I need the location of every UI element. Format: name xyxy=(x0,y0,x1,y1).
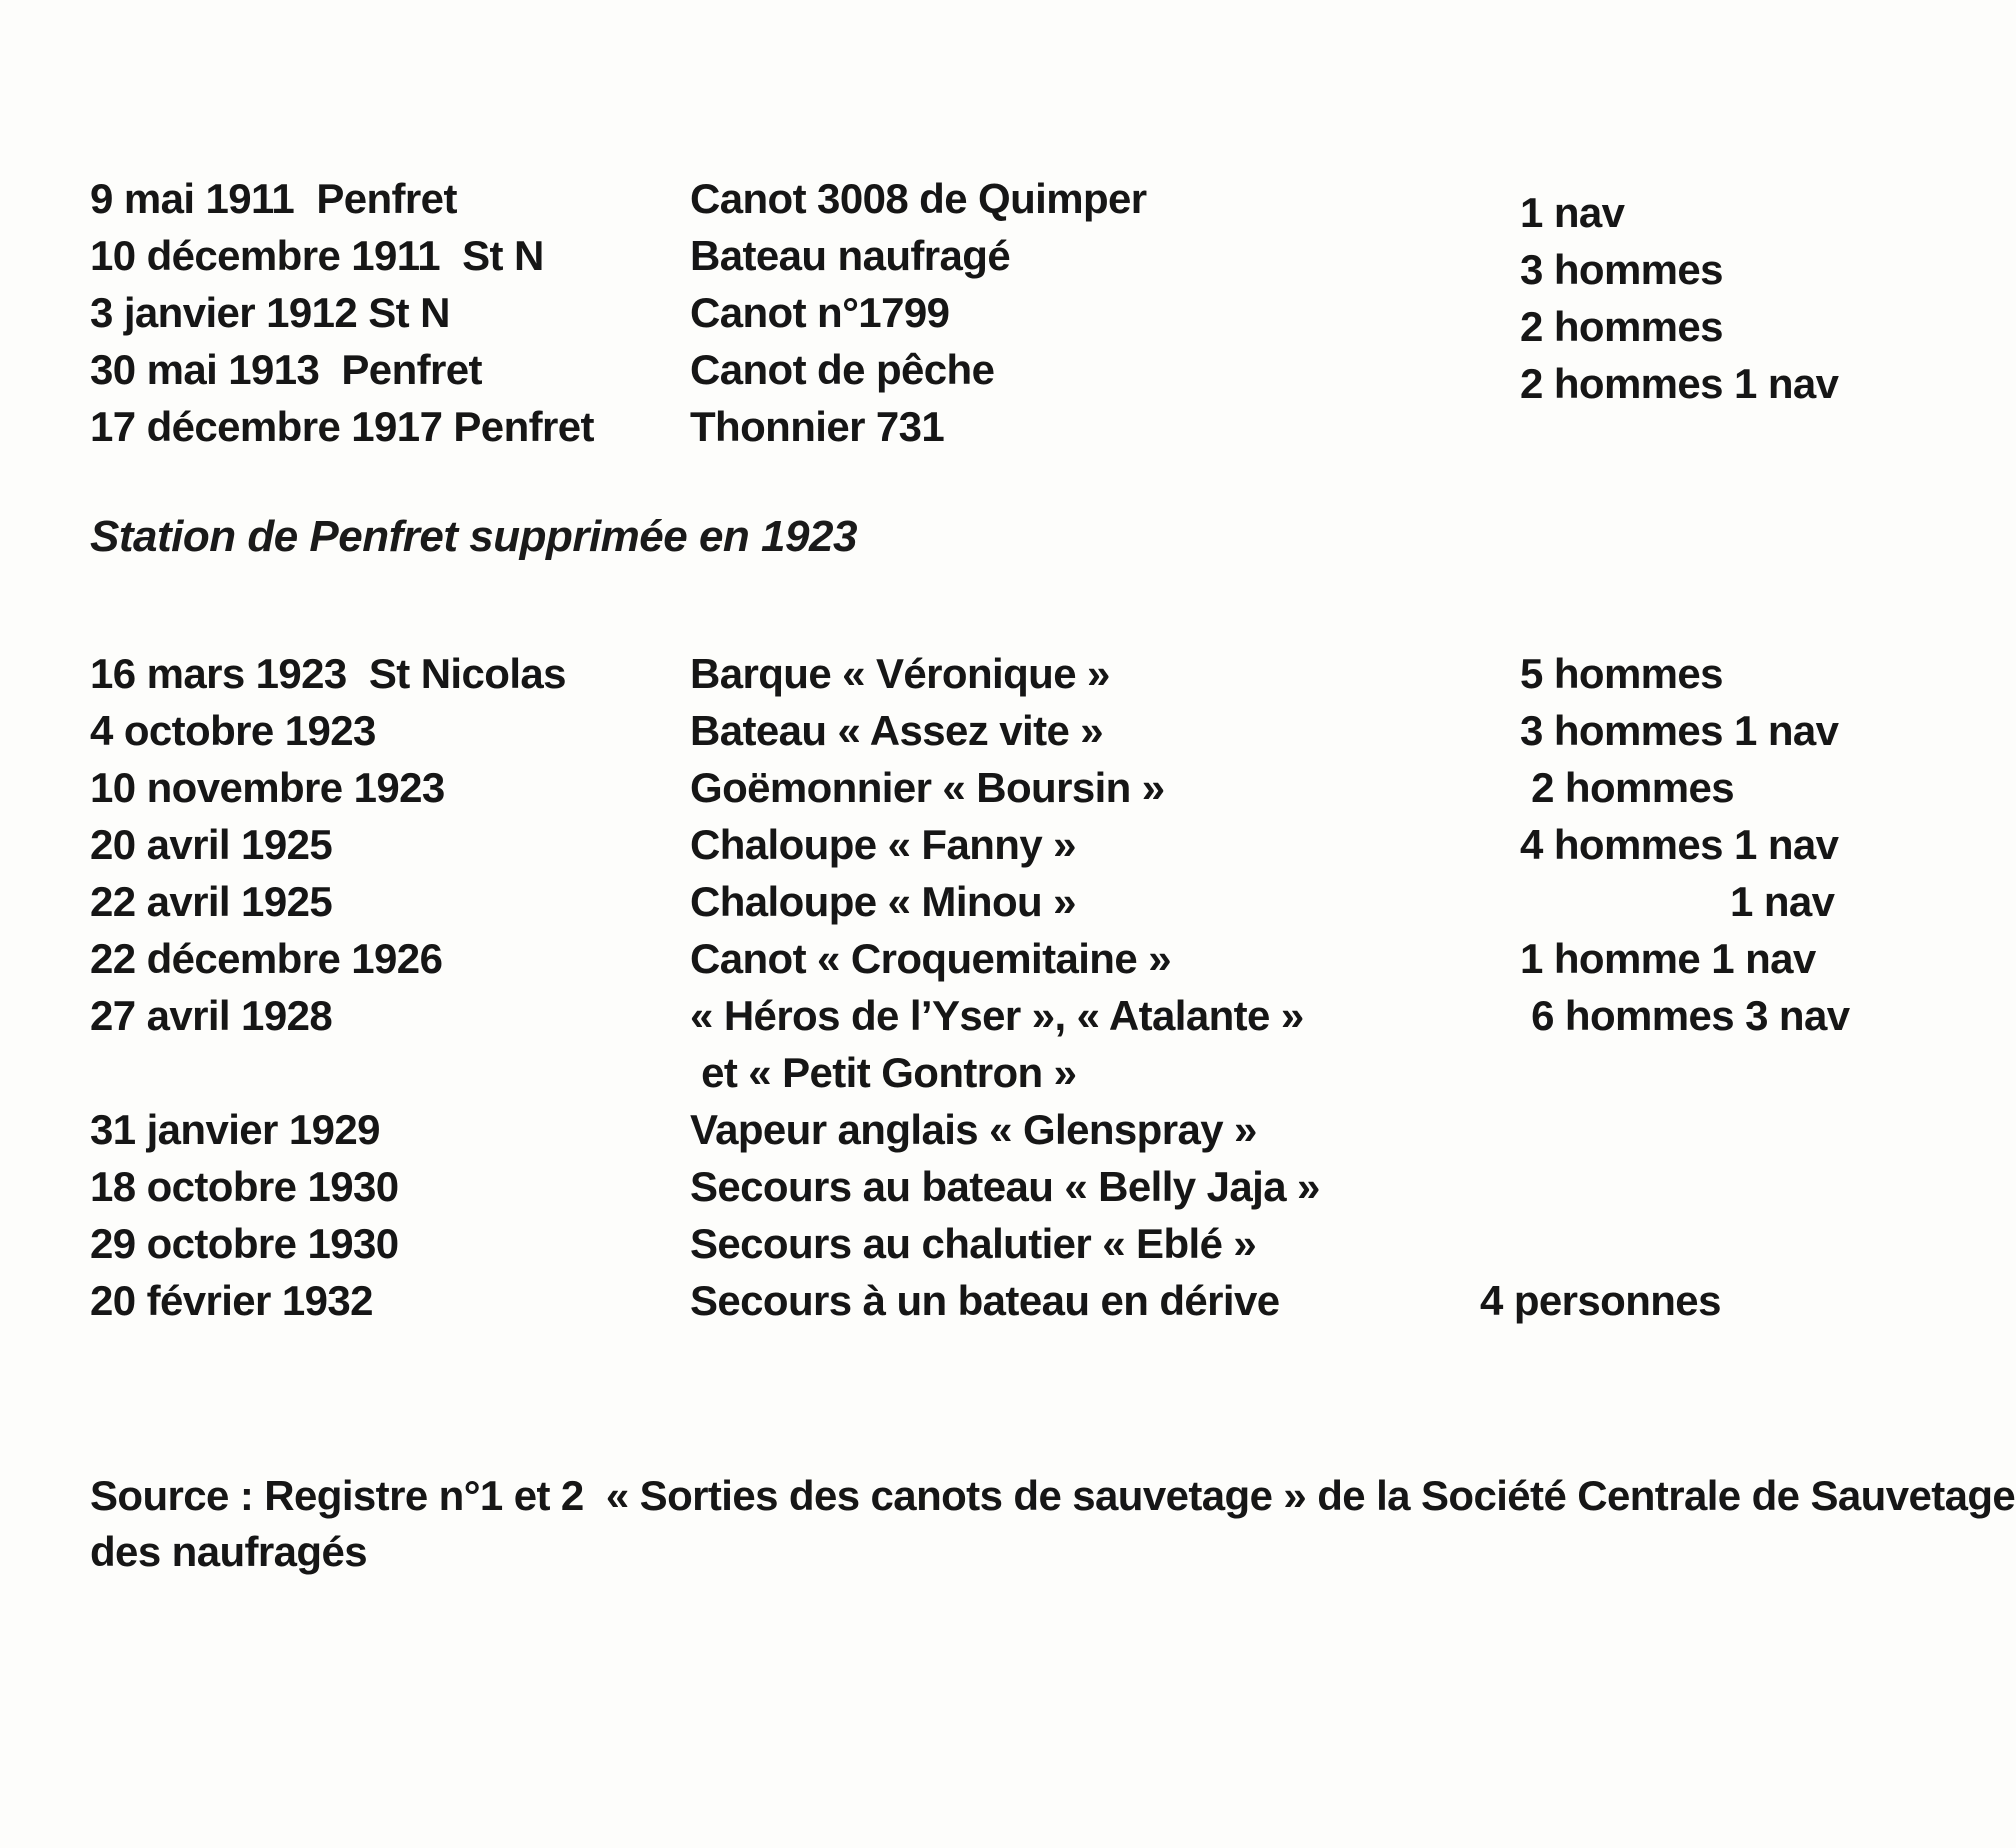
log-date: 20 avril 1925 xyxy=(90,821,333,868)
log-vessel: Canot « Croquemitaine » xyxy=(690,935,1171,982)
log-row xyxy=(90,1101,1986,1158)
log-date: 31 janvier 1929 xyxy=(90,1106,380,1153)
log-rescued: 3 hommes xyxy=(1520,246,1723,293)
log-vessel: Canot 3008 de Quimper xyxy=(690,175,1147,222)
log-vessel: Secours au chalutier « Eblé » xyxy=(690,1220,1257,1267)
log-row xyxy=(90,702,1986,759)
log-rescued: 2 hommes 1 nav xyxy=(1520,360,1839,407)
log-row xyxy=(90,1158,1986,1215)
rescue-log-block-1911-1917 xyxy=(90,170,1986,455)
log-row xyxy=(90,816,1986,873)
log-date: 18 octobre 1930 xyxy=(90,1163,399,1210)
log-date: 10 novembre 1923 xyxy=(90,764,445,811)
log-rescued: 6 hommes 3 nav xyxy=(1520,992,1850,1039)
log-rescued: 4 hommes 1 nav xyxy=(1520,821,1839,868)
log-row xyxy=(90,1215,1986,1272)
log-rescued: 5 hommes xyxy=(1520,650,1723,697)
log-date: 27 avril 1928 xyxy=(90,992,333,1039)
log-row xyxy=(90,873,1986,930)
log-date: 22 décembre 1926 xyxy=(90,935,443,982)
log-rescued: 2 hommes xyxy=(1520,764,1735,811)
log-rescued: 1 nav xyxy=(1520,189,1625,236)
log-vessel: Vapeur anglais « Glenspray » xyxy=(690,1106,1257,1153)
section-note: Station de Penfret supprimée en 1923 xyxy=(90,512,857,561)
log-row xyxy=(90,930,1986,987)
log-row xyxy=(90,987,1986,1044)
log-row xyxy=(90,1044,1986,1101)
log-row xyxy=(90,398,1986,455)
log-row xyxy=(90,284,1986,350)
log-date: 20 février 1932 xyxy=(90,1277,373,1324)
log-vessel: Barque « Véronique » xyxy=(690,650,1110,697)
log-vessel: Thonnier 731 xyxy=(690,403,945,450)
log-date: 17 décembre 1917 Penfret xyxy=(90,403,594,450)
log-vessel: Canot n°1799 xyxy=(690,289,950,336)
log-date: 3 janvier 1912 St N xyxy=(90,289,450,336)
rescue-log-block-1923-1932 xyxy=(90,645,1986,1329)
log-row xyxy=(90,341,1986,407)
log-rescued: 1 nav xyxy=(1730,878,1835,925)
log-row xyxy=(90,645,1986,702)
log-rescued: 4 personnes xyxy=(1480,1277,1721,1324)
log-date: 4 octobre 1923 xyxy=(90,707,376,754)
log-date: 10 décembre 1911 St N xyxy=(90,232,544,279)
log-date: 30 mai 1913 Penfret xyxy=(90,346,482,393)
log-rescued: 3 hommes 1 nav xyxy=(1520,707,1839,754)
log-rescued: 2 hommes xyxy=(1520,303,1723,350)
log-vessel: « Héros de l’Yser », « Atalante » xyxy=(690,992,1304,1039)
log-vessel: Chaloupe « Fanny » xyxy=(690,821,1076,868)
log-date: 16 mars 1923 St Nicolas xyxy=(90,650,566,697)
log-row xyxy=(90,170,1986,236)
log-row xyxy=(90,1272,1986,1329)
source-note xyxy=(90,1468,2016,1580)
log-vessel: Bateau naufragé xyxy=(690,232,1011,279)
log-date: 29 octobre 1930 xyxy=(90,1220,399,1267)
log-vessel: Goëmonnier « Boursin » xyxy=(690,764,1165,811)
log-vessel: Secours à un bateau en dérive xyxy=(690,1277,1280,1324)
log-row xyxy=(90,227,1986,293)
log-vessel: Canot de pêche xyxy=(690,346,995,393)
log-row xyxy=(90,759,1986,816)
log-vessel: Secours au bateau « Belly Jaja » xyxy=(690,1163,1320,1210)
log-vessel: et « Petit Gontron » xyxy=(690,1049,1077,1096)
log-date: 22 avril 1925 xyxy=(90,878,333,925)
source-line-1: Source : Registre n°1 et 2 « Sorties des canots de sauvetage » de la Société Centrale de Sauvetage xyxy=(90,1472,2016,1519)
log-vessel: Chaloupe « Minou » xyxy=(690,878,1076,925)
log-date: 9 mai 1911 Penfret xyxy=(90,175,457,222)
source-line-2: des naufragés xyxy=(90,1528,367,1575)
log-vessel: Bateau « Assez vite » xyxy=(690,707,1104,754)
log-rescued: 1 homme 1 nav xyxy=(1520,935,1816,982)
